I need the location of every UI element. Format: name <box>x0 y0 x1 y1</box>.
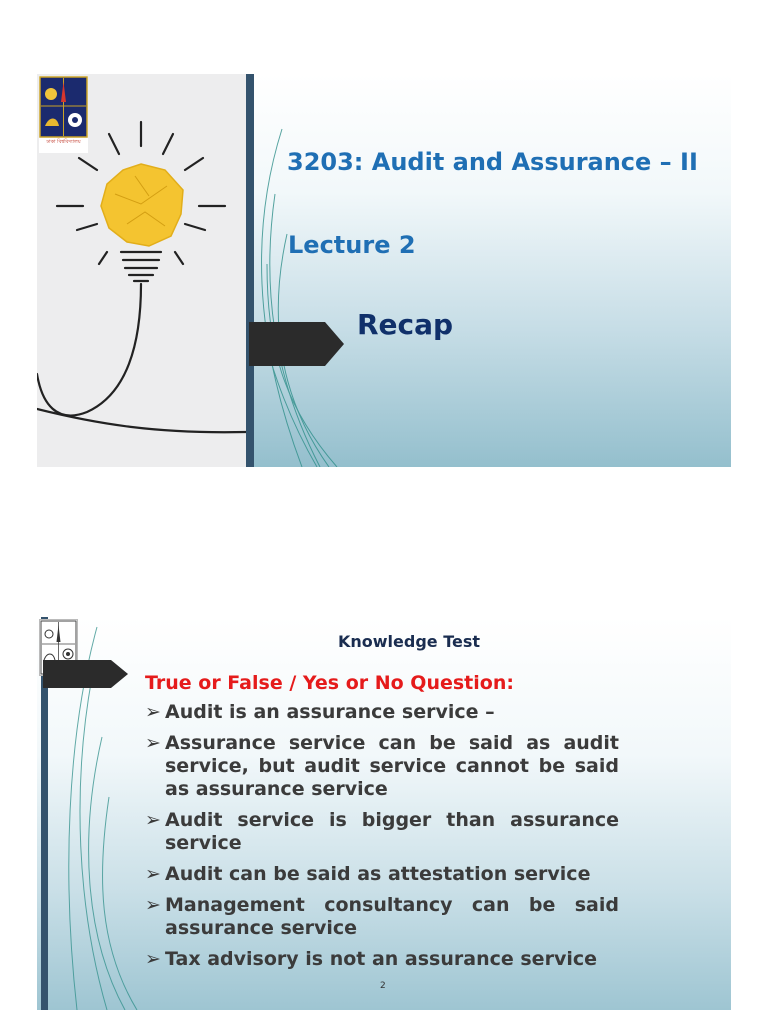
list-item: ➢ Audit can be said as attestation service <box>145 863 591 885</box>
course-title: 3203: Audit and Assurance – II <box>287 148 698 176</box>
list-item: ➢ Assurance service can be said as audit service, but audit service cannot be said as assurance service <box>145 732 619 800</box>
bullet-arrow-icon: ➢ <box>145 948 161 970</box>
bullet-arrow-icon: ➢ <box>145 863 161 885</box>
question-list <box>145 701 619 979</box>
page-number: 2 <box>380 981 386 991</box>
list-item: ➢ Tax advisory is not an assurance service <box>145 948 597 970</box>
slide-subtitle: Recap <box>357 308 454 341</box>
list-item: ➢ Management consultancy can be said assurance service <box>145 894 619 939</box>
list-item: ➢ Audit service is bigger than assurance service <box>145 809 619 854</box>
bullet-arrow-icon: ➢ <box>145 732 161 754</box>
slide-knowledge-test <box>37 617 731 1010</box>
arrow-tab <box>249 322 344 366</box>
arrow-tab <box>43 660 128 688</box>
list-item: ➢ Audit is an assurance service – <box>145 701 495 723</box>
bullet-arrow-icon: ➢ <box>145 701 161 723</box>
bullet-arrow-icon: ➢ <box>145 894 161 916</box>
logo-text: ঢাকা বিশ্ববিদ্যালয় <box>46 139 81 145</box>
vertical-divider <box>246 74 254 467</box>
bullet-arrow-icon: ➢ <box>145 809 161 831</box>
slide-title <box>37 74 731 467</box>
question-type: True or False / Yes or No Question: <box>145 672 514 694</box>
university-logo <box>39 76 88 153</box>
lecture-label: Lecture 2 <box>288 231 416 259</box>
slide-heading: Knowledge Test <box>337 632 481 651</box>
